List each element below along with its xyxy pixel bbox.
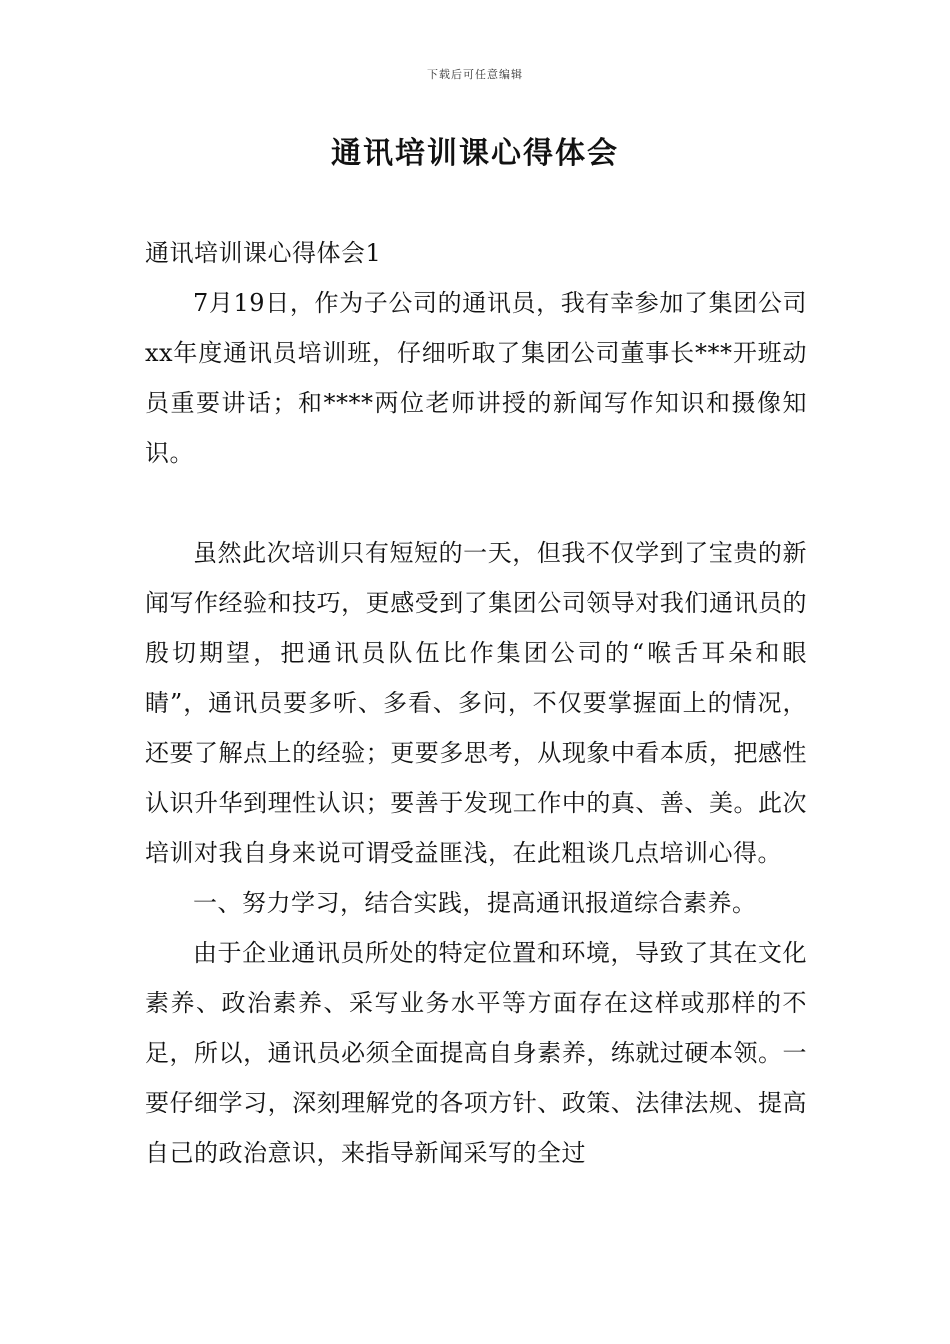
document-body bbox=[145, 228, 807, 1178]
paragraph-2: 虽然此次培训只有短短的一天，但我不仅学到了宝贵的新闻写作经验和技巧，更感受到了集团公司领导对我们通讯员的殷切期望，把通讯员队伍比作集团公司的“喉舌耳朵和眼睛”，通讯员要多听、多看、多问，不仅要掌握面上的情况，还要了解点上的经验；更要多思考，从现象中看本质，把感性认识升华到理性认识；要善于发现工作中的真、善、美。此次培训对我自身来说可谓受益匪浅，在此粗谈几点培训心得。 bbox=[145, 539, 807, 867]
paragraph-3: 一、努力学习，结合实践，提高通讯报道综合素养。 bbox=[193, 889, 757, 917]
paragraph-1: 7月19日，作为子公司的通讯员，我有幸参加了集团公司xx年度通讯员培训班，仔细听取了集团公司董事长***开班动员重要讲话；和****两位老师讲授的新闻写作知识和摄像知识。 bbox=[145, 289, 807, 467]
document-title: 通讯培训课心得体会 bbox=[331, 136, 619, 171]
section-heading: 通讯培训课心得体会1 bbox=[145, 239, 382, 267]
header-note: 下载后可任意编辑 bbox=[427, 68, 523, 81]
paragraph-4: 由于企业通讯员所处的特定位置和环境，导致了其在文化素养、政治素养、采写业务水平等方面存在这样或那样的不足，所以，通讯员必须全面提高自身素养，练就过硬本领。一要仔细学习，深刻理解党的各项方针、政策、法律法规、提高自己的政治意识，来指导新闻采写的全过 bbox=[145, 939, 807, 1167]
